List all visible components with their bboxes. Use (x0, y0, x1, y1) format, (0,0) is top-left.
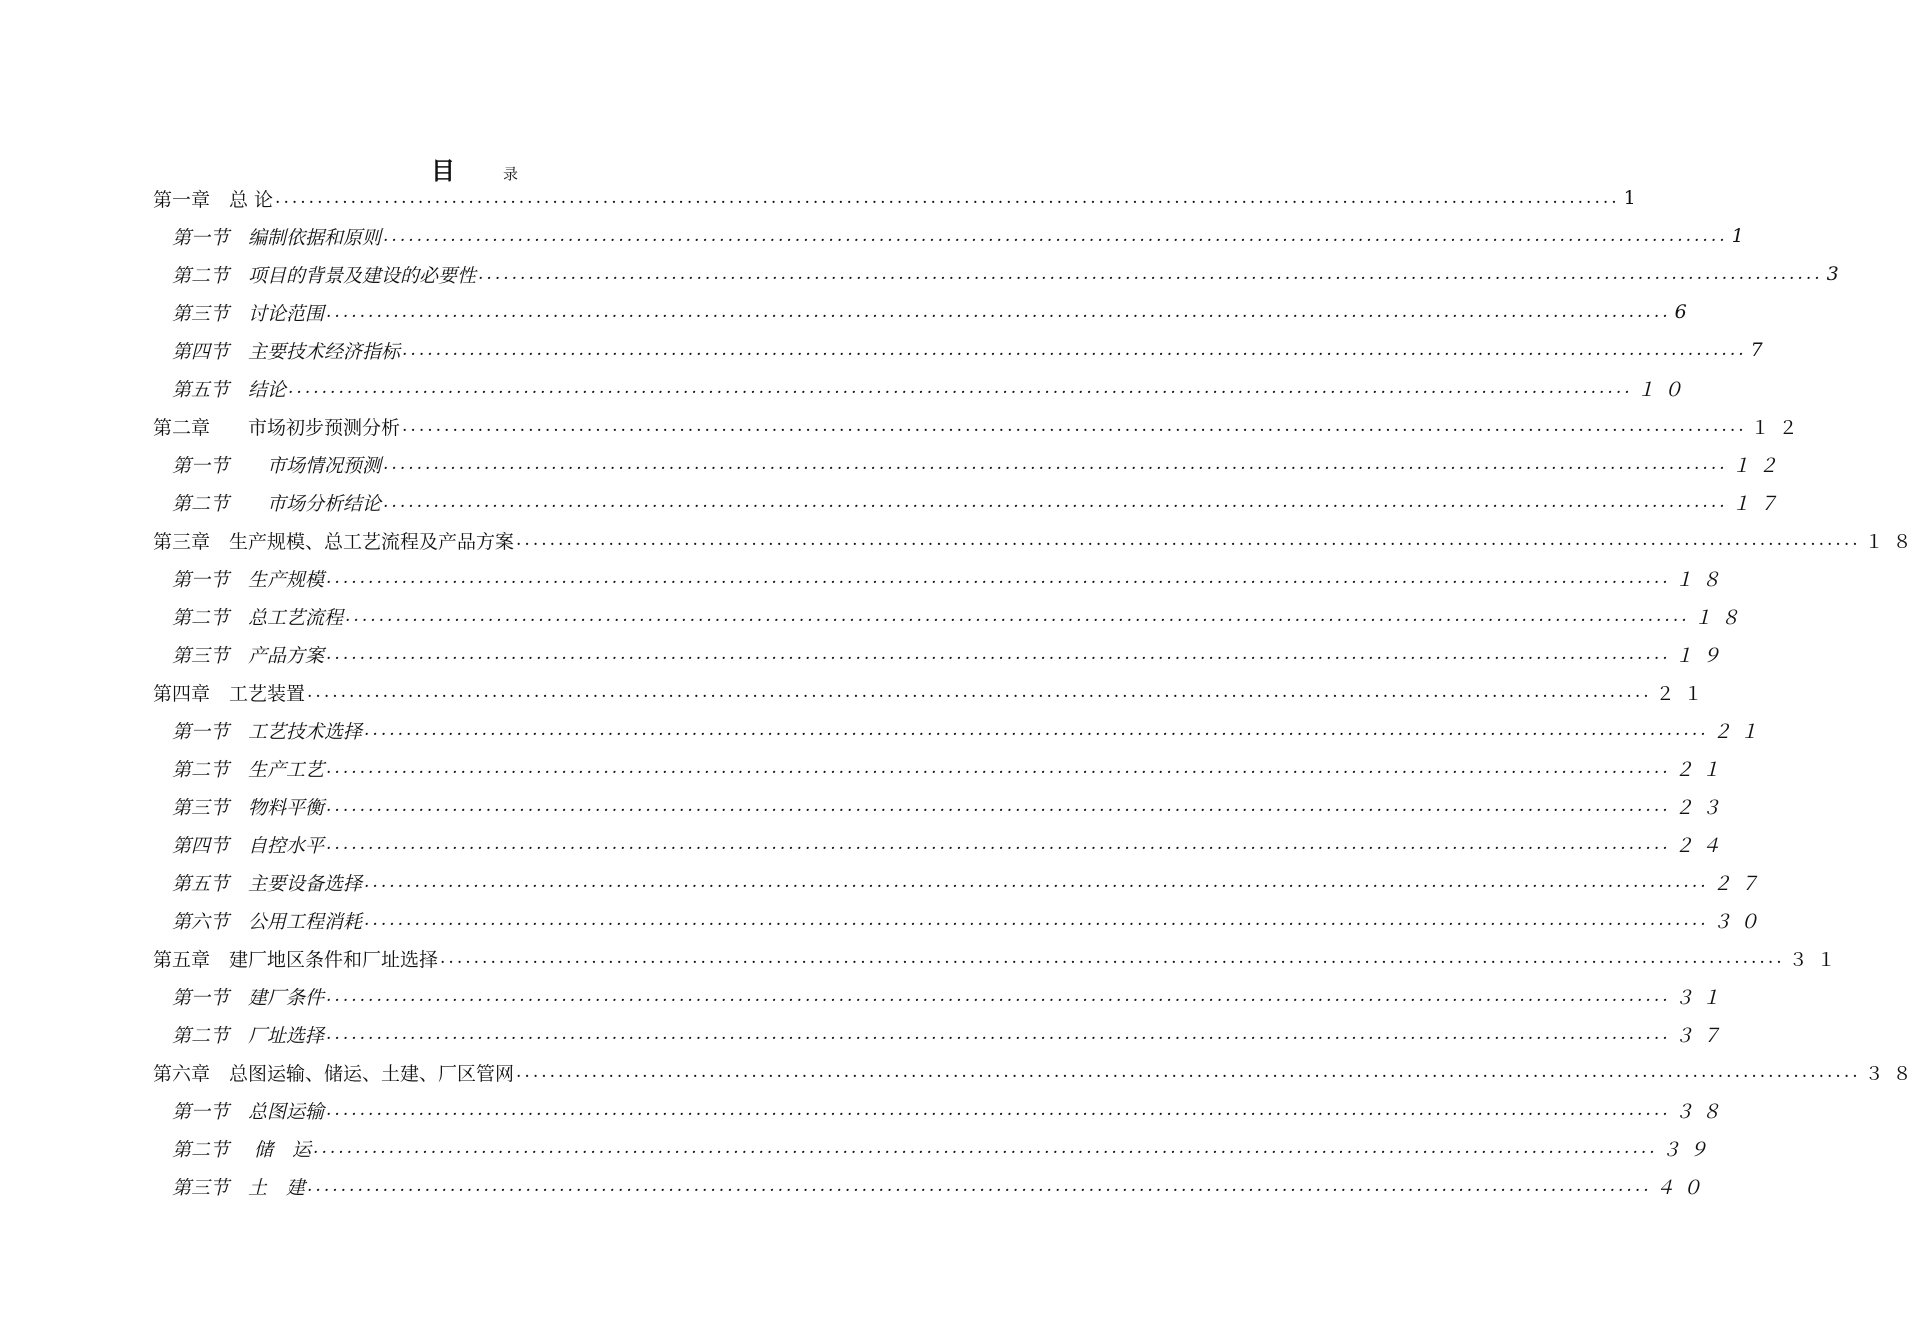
dot-leader: ................................................................................................................................................................ (307, 1176, 1652, 1196)
toc-section[interactable] (0, 597, 1748, 635)
toc-entry-page: 1 (1731, 225, 1752, 247)
toc-section[interactable] (0, 787, 1729, 825)
toc-entry-label: 第三节 产品方案 (172, 644, 325, 667)
dot-leader: ................................................................................................................................................................ (402, 340, 1747, 360)
toc-list (0, 179, 1921, 1205)
dot-leader: ................................................................................................................................................................ (288, 378, 1633, 398)
toc-entry-page: ３７ (1674, 1024, 1729, 1047)
toc-section[interactable] (0, 711, 1767, 749)
toc-entry-label: 第一章 总 论 (153, 188, 274, 211)
toc-entry-label: 第一节 生产规模 (172, 568, 325, 591)
toc-section[interactable] (0, 1091, 1729, 1129)
toc-entry-label: 第三节 土 建 (172, 1176, 306, 1199)
toc-section[interactable] (0, 255, 1847, 293)
toc-entry-page: １２ (1731, 454, 1786, 477)
toc-entry-page: ２４ (1674, 834, 1729, 857)
toc-entry-label: 第四节 主要技术经济指标 (172, 340, 401, 363)
dot-leader: ................................................................................................................................................................ (402, 416, 1747, 436)
toc-entry-label: 第六节 公用工程消耗 (172, 910, 363, 933)
toc-entry-page: ３９ (1661, 1138, 1716, 1161)
dot-leader: ................................................................................................................................................................ (275, 188, 1620, 208)
dot-leader: ................................................................................................................................................................ (345, 606, 1690, 626)
toc-entry-page: ２７ (1712, 872, 1767, 895)
toc-chapter[interactable] (0, 521, 1921, 559)
toc-entry-label: 第五节 结论 (172, 378, 287, 401)
toc-section[interactable] (0, 901, 1767, 939)
toc-section[interactable] (0, 217, 1752, 255)
toc-entry-page: 7 (1750, 339, 1771, 361)
toc-entry-label: 第二章 市场初步预测分析 (153, 416, 401, 439)
toc-entry-label: 第二节 储 运 (172, 1138, 312, 1161)
toc-section[interactable] (0, 1167, 1710, 1205)
toc-entry-label: 第一节 工艺技术选择 (172, 720, 363, 743)
toc-entry-page: ２１ (1712, 720, 1767, 743)
toc-entry-page: 3 (1826, 263, 1847, 285)
toc-entry-label: 第五章 建厂地区条件和厂址选择 (153, 948, 439, 971)
toc-section[interactable] (0, 559, 1729, 597)
dot-leader: ................................................................................................................................................................ (364, 720, 1709, 740)
toc-entry-label: 第三节 讨论范围 (172, 302, 325, 325)
dot-leader: ................................................................................................................................................................ (326, 796, 1671, 816)
toc-entry-page: １７ (1731, 492, 1786, 515)
dot-leader: ................................................................................................................................................................ (326, 568, 1671, 588)
dot-leader: ................................................................................................................................................................ (383, 226, 1728, 246)
toc-entry-page: ３１ (1674, 986, 1729, 1009)
dot-leader: ................................................................................................................................................................ (326, 1100, 1671, 1120)
toc-entry-label: 第三节 物料平衡 (172, 796, 325, 819)
dot-leader: ................................................................................................................................................................ (326, 644, 1671, 664)
dot-leader: ................................................................................................................................................................ (326, 986, 1671, 1006)
toc-entry-page: １８ (1693, 606, 1748, 629)
toc-section[interactable] (0, 293, 1695, 331)
toc-section[interactable] (0, 635, 1729, 673)
toc-entry-label: 第六章 总图运输、储运、土建、厂区管网 (153, 1062, 515, 1085)
toc-entry-label: 第一节 市场情况预测 (172, 454, 382, 477)
toc-entry-page: ３８ (1864, 1062, 1921, 1085)
toc-section[interactable] (0, 445, 1786, 483)
toc-chapter[interactable] (0, 673, 1712, 711)
toc-section[interactable] (0, 483, 1786, 521)
toc-entry-label: 第二节 生产工艺 (172, 758, 325, 781)
toc-entry-label: 第三章 生产规模、总工艺流程及产品方案 (153, 530, 515, 553)
dot-leader: ................................................................................................................................................................ (516, 1062, 1861, 1082)
toc-section[interactable] (0, 749, 1729, 787)
toc-entry-label: 第一节 总图运输 (172, 1100, 325, 1123)
toc-entry-page: ３０ (1712, 910, 1767, 933)
toc-entry-page: １８ (1864, 530, 1921, 553)
dot-leader: ................................................................................................................................................................ (313, 1138, 1658, 1158)
toc-entry-page: ４０ (1655, 1176, 1710, 1199)
toc-entry-label: 第二节 项目的背景及建设的必要性 (172, 264, 477, 287)
dot-leader: ................................................................................................................................................................ (364, 872, 1709, 892)
toc-chapter[interactable] (0, 179, 1645, 217)
toc-chapter[interactable] (0, 1053, 1921, 1091)
toc-section[interactable] (0, 825, 1729, 863)
toc-entry-label: 第一节 建厂条件 (172, 986, 325, 1009)
toc-entry-label: 第一节 编制依据和原则 (172, 226, 382, 249)
toc-entry-page: １２ (1750, 416, 1807, 439)
toc-entry-page: ３８ (1674, 1100, 1729, 1123)
toc-entry-page: １８ (1674, 568, 1729, 591)
toc-section[interactable] (0, 1015, 1729, 1053)
toc-entry-label: 第四章 工艺装置 (153, 682, 306, 705)
toc-section[interactable] (0, 1129, 1716, 1167)
toc-section[interactable] (0, 369, 1691, 407)
toc-section[interactable] (0, 331, 1771, 369)
toc-entry-page: １０ (1636, 378, 1691, 401)
dot-leader: ................................................................................................................................................................ (307, 682, 1652, 702)
toc-entry-page: ２３ (1674, 796, 1729, 819)
toc-title-suffix: 录 (503, 165, 519, 183)
toc-entry-label: 第二节 厂址选择 (172, 1024, 325, 1047)
toc-entry-page: 1 (1623, 187, 1645, 209)
toc-entry-page: ３１ (1788, 948, 1845, 971)
dot-leader: ................................................................................................................................................................ (516, 530, 1861, 550)
toc-entry-label: 第四节 自控水平 (172, 834, 325, 857)
dot-leader: ................................................................................................................................................................ (383, 454, 1728, 474)
toc-entry-label: 第二节 市场分析结论 (172, 492, 382, 515)
toc-entry-page: ２１ (1674, 758, 1729, 781)
toc-entry-page: １９ (1674, 644, 1729, 667)
dot-leader: ................................................................................................................................................................ (326, 302, 1671, 322)
dot-leader: ................................................................................................................................................................ (478, 264, 1823, 284)
dot-leader: ................................................................................................................................................................ (326, 1024, 1671, 1044)
toc-entry-label: 第二节 总工艺流程 (172, 606, 344, 629)
toc-title-main: 目 (431, 156, 455, 185)
dot-leader: ................................................................................................................................................................ (440, 948, 1785, 968)
toc-chapter[interactable] (0, 939, 1845, 977)
toc-entry-label: 第五节 主要设备选择 (172, 872, 363, 895)
toc-section[interactable] (0, 977, 1729, 1015)
dot-leader: ................................................................................................................................................................ (383, 492, 1728, 512)
toc-entry-page: ２１ (1655, 682, 1712, 705)
dot-leader: ................................................................................................................................................................ (326, 758, 1671, 778)
dot-leader: ................................................................................................................................................................ (364, 910, 1709, 930)
toc-entry-page: 6 (1674, 301, 1695, 323)
toc-chapter[interactable] (0, 407, 1807, 445)
dot-leader: ................................................................................................................................................................ (326, 834, 1671, 854)
toc-section[interactable] (0, 863, 1767, 901)
